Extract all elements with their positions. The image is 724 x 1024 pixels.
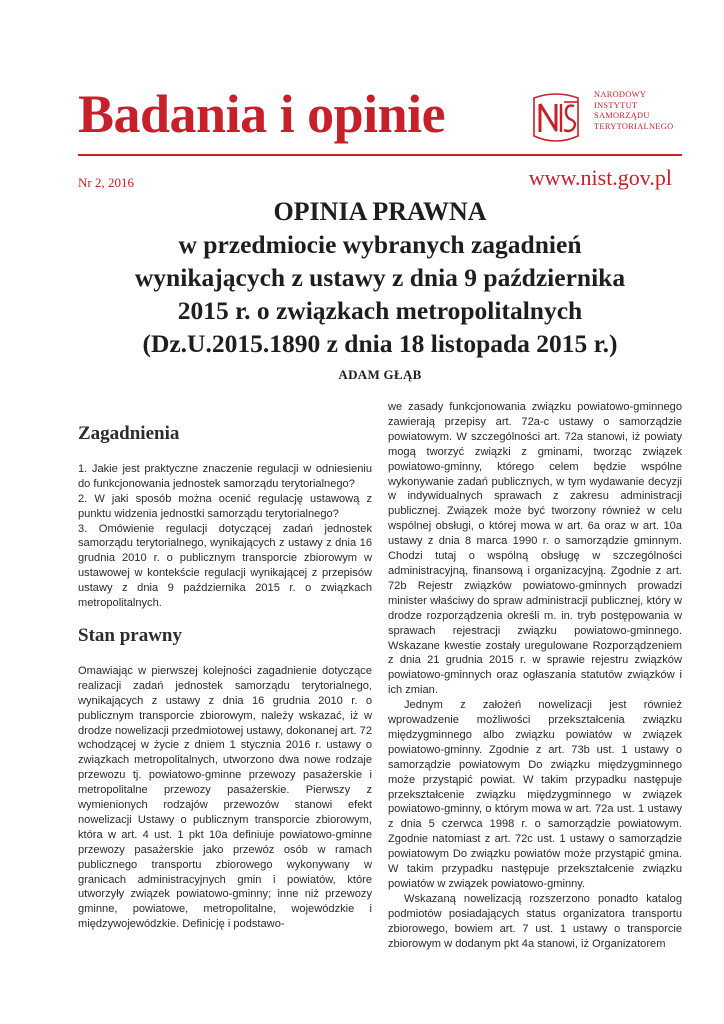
body-paragraph: we zasady funkcjonowania związku powiatowo-gminnego zawierają przepisy art. 72a-c ustawy o samorządzie powiatowym. W szczególności art. 72a stanowi, iż powiaty mogą tworzyć związki z gminami, tworząc związek powiatowo-gminny, którego celem będzie wspólne wykonywanie zadań publicznych, w tym wydawanie decyzji w indywidualnych sprawach z zakresu administracji publicznej. Związek może być tworzony również w celu wspólnej obsługi, o której mowa w art. 6a oraz w art. 10a ustawy z dnia 8 marca 1990 r. o samorządzie gminnym. Chodzi tutaj o wspólną obsługę w szczególności administracyjną, finansową i organizacyjną. Zgodnie z art. 72b Rejestr związków powiatowo-gminnych prowadzi minister właściwy do spraw administracji publicznej, który w drodze rozporządzenia określi m. in. tryb postępowania w sprawach rejestracji związku powiatowo-gminnego. Wskazane kwestie zostały uregulowane Rozporządzeniem z dnia 21 grudnia 2015 r. w sprawie rejestru związków powiatowo-gminnych oraz ogłaszania statutów związków i ich zmian. xyxy=(388,401,682,697)
document-subtitle-line: 2015 r. o związkach metropolitalnych xyxy=(177,296,583,325)
header-divider xyxy=(78,154,682,156)
question-item: 1. Jakie jest praktyczne znaczenie regulacji w odniesieniu do funkcjonowania jednostek samorządu terytorialnego? xyxy=(78,462,372,490)
section-heading-stan-prawny: Stan prawny xyxy=(78,624,182,646)
publication-title: Badania i opinie xyxy=(78,84,446,144)
institute-name xyxy=(594,90,704,132)
question-item: 3. Omówienie regulacji dotyczącej zadań jednostek samorządu terytorialnego, wynikających z ustawy z dnia 16 grudnia 2010 r. o publicznym transporcie zbiorowym w ustawowej w kontekście regulacji wynikającej z przepisów ustawy z dnia 9 października 2015 r. o związkach metropolitalnych. xyxy=(78,522,372,610)
document-title-block xyxy=(78,195,682,360)
body-paragraph: Omawiając w pierwszej kolejności zagadnienie dotyczące realizacji zadań jednostek samorządu terytorialnego, wynikających z ustawy z dnia 16 grudnia 2010 r. o publicznym transporcie zbiorowym, należy wskazać, iż w drodze nowelizacji przedmiotowej ustawy, dokonanej art. 72 wchodzącej w życie z dniem 1 stycznia 2016 r. ustawy o związkach metropolitalnych, utworzono dwa nowe rodzaje przewozu tj. powiatowo-gminne przewozy pasażerskie i metropolitalne przewozy pasażerskie. Pierwszy z wymienionych rodzajów przewozów stanowi efekt nowelizacji Ustawy o publicznym transporcie zbiorowym, która w art. 4 ust. 1 pkt 10a definiuje powiatowo-gminne przewozy pasażerskie jako przewóz osób w ramach publicznego transportu zbiorowego wykonywany w granicach administracyjnych gmin i powiatów, które utworzyły związek powiatowo-gminny; inne niż przewozy gminne, powiatowe, metropolitalne, wojewódzkie i międzywojewódzkie. Definicję i podstawo- xyxy=(78,664,372,931)
section-heading-zagadnienia: Zagadnienia xyxy=(78,423,180,444)
body-paragraph: Jednym z założeń nowelizacji jest również wprowadzenie możliwości przekształcenia związku międzygminnego albo związku powiatów w związek powiatowo-gminny. Zgodnie z art. 73b ust. 1 ustawy o samorządzie powiatowym Do związku międzygminnego może przystąpić powiat. W takim przypadku następuje przekształcenie związku międzygminnego w związek powiatowo-gminny, o którym mowa w art. 72a ust. 1 ustawy z dnia 5 czerwca 1998 r. o samorządzie powiatowym. Zgodnie natomiast z art. 72c ust. 1 ustawy o samorządzie powiatowym Do związku powiatów może przystąpić gmina. W takim przypadku następuje przekształcenie związku powiatów w związek powiatowo-gminny. xyxy=(388,699,682,890)
right-column xyxy=(388,400,682,952)
document-subtitle-line: w przedmiocie wybranych zagadnień xyxy=(178,230,582,259)
left-column xyxy=(78,400,372,932)
website-link[interactable]: www.nist.gov.pl xyxy=(528,165,672,190)
author-name: ADAM GŁĄB xyxy=(338,367,422,382)
institute-line: SAMORZĄDU xyxy=(594,111,650,120)
issue-number: Nr 2, 2016 xyxy=(78,175,134,190)
institute-line: TERYTORIALNEGO xyxy=(594,121,674,131)
question-item: 2. W jaki sposób można ocenić regulację ustawową z punktu widzenia jednostki samorządu terytorialnego? xyxy=(78,492,372,520)
document-subtitle-line: wynikających z ustawy z dnia 9 października xyxy=(134,263,626,292)
institute-line: NARODOWY xyxy=(594,90,647,99)
document-subtitle-line: (Dz.U.2015.1890 z dnia 18 listopada 2015 r.) xyxy=(142,329,618,358)
nist-logo-icon xyxy=(526,88,586,148)
body-paragraph: Wskazaną nowelizacją rozszerzono ponadto katalog podmiotów posiadających status organizatora transportu zbiorowego, bowiem art. 7 ust. 1 ustawy o transporcie zbiorowym w dodanym pkt 4a stanowi, iż Organizatorem xyxy=(388,892,682,950)
institute-line: INSTYTUT xyxy=(594,100,638,110)
document-title: OPINIA PRAWNA xyxy=(273,197,487,226)
